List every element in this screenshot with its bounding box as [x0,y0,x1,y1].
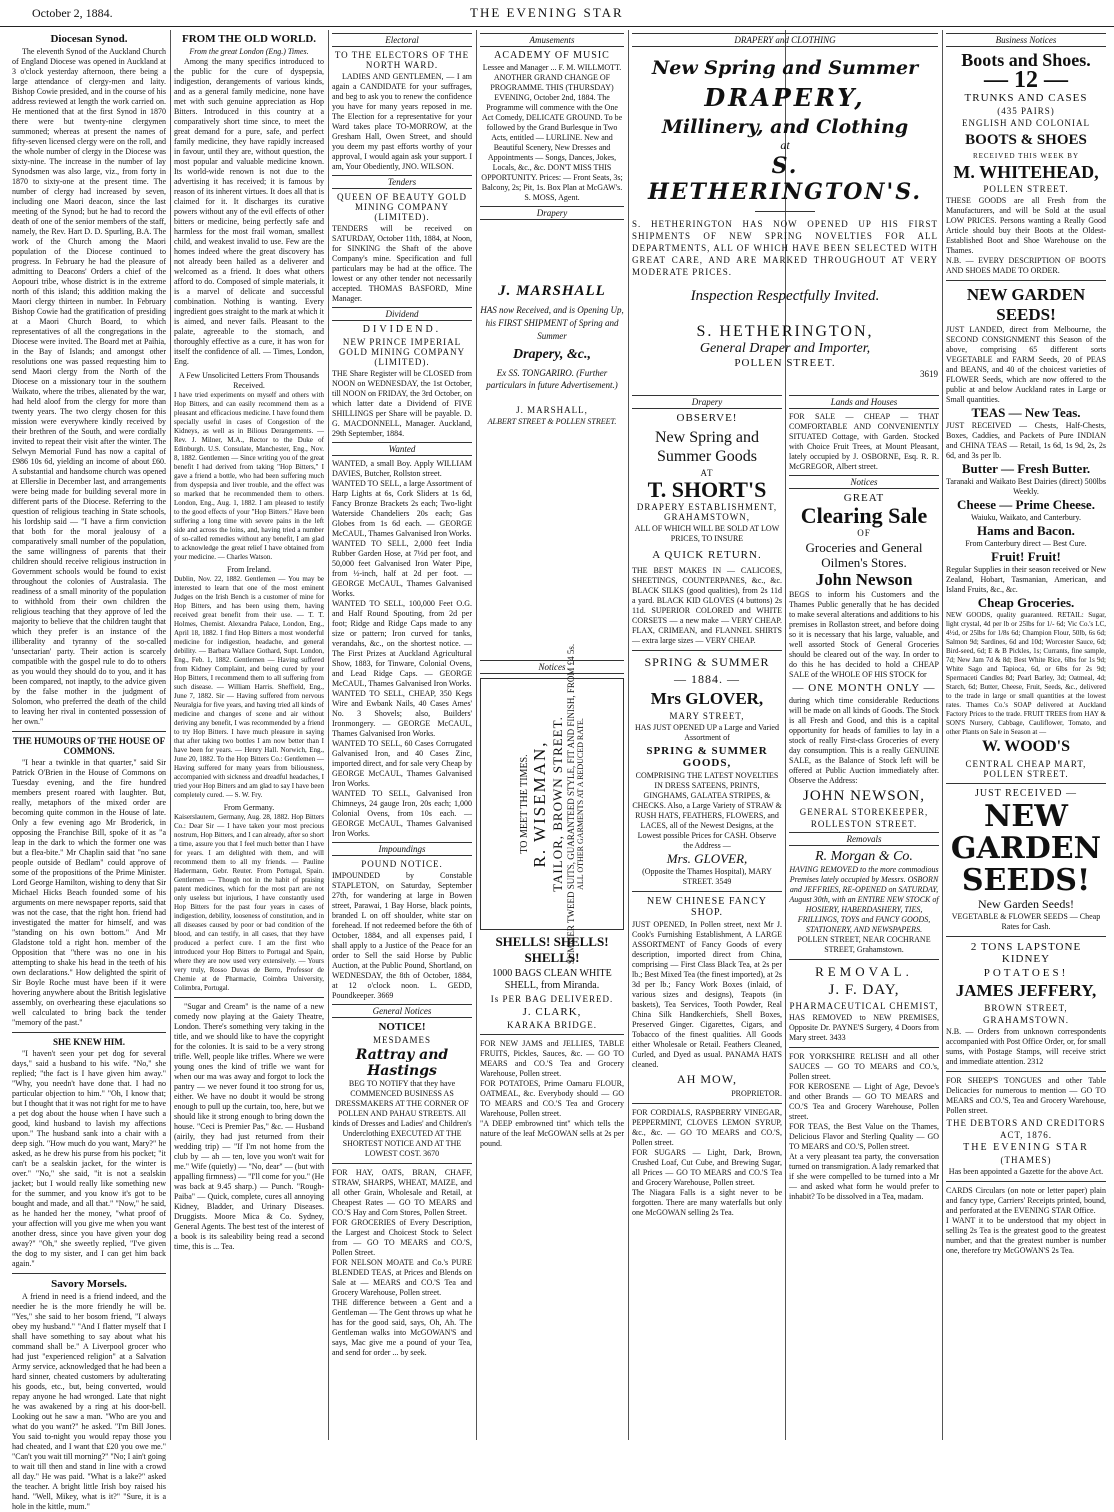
mears-kerosene-ad: FOR KEROSENE — Light of Age, Devoe's and other Brands — GO TO MEARS and CO.'S Tea and Grocery Warehouse, Pollen street. [789,1082,939,1121]
wanted-3: WANTED TO SELL, 2,000 feet India Rubber Garden Hose, at 7½d per foot, and 50,000 feet Galvanised Iron Water Pipe, from ½-inch, half at 2d per foot. — GEORGE McCAUL, Thames Galvanised Works. [332,539,472,598]
hetherington-line-3: Millinery, and Clothing [661,116,909,138]
hetherington-street: POLLEN STREET. [734,357,836,369]
dividend-body: THE Share Register will be CLOSED from NOON on WEDNESDAY, the 1st October, till NOON on FRIDAY, the 3rd October, on which latter date a Dividend of FIVE SHILLINGS per Share will be payable. D. G. MACDONNELL, Manager. Auckland, 29th September, 1884. [332,369,472,438]
pound-body: IMPOUNDED by Constable STAPLETON, on Saturday, September 27th, for wandering at large in Bowen street, Parawai, 1 Bay Horse, black points, branded L on off shoulder, white star on forehead. If not redeemed before the 6th of October, 1884, and all expenses paid, I shall apply to a Justice of the Peace for an order to Sell the said Horse by Public Auction, at the Public Pound, Shortland, on WEDNESDAY, the 8th of October, 1884, at 12 o'clock noon. L. GEDD, Poundkeeper. 3669 [332,871,472,1000]
debtors-heading: THE DEBTORS AND CREDITORS [946,1118,1106,1128]
tea-party-ad: At a very pleasant tea party, the conversation turned on transmigration. A lady remarked that if she were compelled to be turned into a Mr — and asked what form he would prefer to inhabit? To be dissolved in a Tea, madam. [789,1152,939,1201]
short-shop-name: T. SHORT'S [647,477,767,502]
mears-hay-ad: FOR HAY, OATS, BRAN, CHAFF, STRAW, SHARPS, WHEAT, MAIZE, and all other Grain, Wholesale and Retail, at Cheapest Rates — GO TO MEARS and CO.'S Hay and Corn Stores, Pollen Street. [332,1168,472,1217]
dividend-company: NEW PRINCE IMPERIAL GOLD MINING COMPANY (LIMITED). [338,337,466,367]
shells-heading: SHELLS! SHELLS! SHELLS! [495,934,609,965]
ah-mow-role: PROPRIETOR. [731,1089,782,1098]
section-drapery-clothing: DRAPERY and CLOTHING [632,33,938,47]
fruit-heading: Fruit! Fruit! [991,549,1061,564]
whitehead-nb: N.B. — EVERY DESCRIPTION OF BOOTS AND SHOES MADE TO ORDER. [946,256,1106,275]
newson-great: GREAT [843,492,885,504]
cheap-groceries-body: NEW GOODS, quality guaranteed. RETAIL: Sugar, light crystal, 4d per lb or 25lbs for 1/- 6d; Vic Co.'s LC, 4½d, or 25lbs for 1/8s 6d; Champion Flour, 50lb, 6s 6d; Salmon 9d; Sardines, 6d and 10d; Worcester Sauce, 6d; Bird-seed, 6d; E & B Pickles, 1s; Currants, fine sample, 7d; New Jam 7d & 8d; Best White Rice, 6lbs for 1s 9d; White Sago and Tapioca, 6d, or 6lbs for 2s 9d; Spermaceti Candles 8d; Pearl Barley, 3d; Oatmeal, 4d; Starch, 6d; Butter, Cheese, Fruit, Seeds, &c., delivered to the trade in large or small quantities at the lowest rates. Thames Co.'s SOAP delivered at Auckland Factory Prices to the trade. FRUIT TREES from HAY & SON'S Nursery, Cabbage, Cauliflower, Tomato, and other Plants on Sale in Season at — [946,611,1106,736]
clark-name: J. CLARK, [522,1006,582,1018]
old-world-heading: FROM THE OLD WORLD. [181,33,317,45]
jeffery-nb: N.B. — Orders from unknown correspondents accompanied with Post Office Order, or, for small sums, with Postage Stamps, will receive strict and immediate attention. 2312 [946,1027,1106,1066]
whitehead-name: M. WHITEHEAD, [953,162,1099,182]
new-garden-2: GARDEN [950,831,1102,866]
chinese-heading: NEW CHINESE FANCY SHOP. [647,896,767,918]
evening-star-gazette: Has been appointed a Gazette for the above Act. [948,1167,1104,1176]
mcgowan-gent-ad: THE difference between a Gent and a Gentleman — The Gent throws up what he has for the good said, says, Oh, Ah. The Gentleman walks into McGOWAN'S and says, Mac give me a pound of your Tea, and send for order ... by seek. [332,1298,472,1357]
pound-heading: POUND NOTICE. [361,859,443,869]
old-world-source: From the great London (Eng.) Times. [189,47,309,56]
ah-mow-name: AH MOW, [677,1072,737,1086]
hetherington-line-2: DRAPERY, [704,83,866,112]
section-amusements: Amusements [480,33,624,47]
short-heading: New Spring and Summer Goods [655,429,759,465]
fruit-body: Regular Supplies in their season received or New Zealand, Hobart, Tasmanian, American, and Island Fruits, &c., &c. [946,565,1106,594]
wiseman-name: R. WISEMAN, [530,740,549,868]
boots-heading: Boots and Shoes. [961,50,1091,70]
glover-year: — 1884. — [674,672,740,686]
newson-clearing: Clearing Sale [800,503,928,528]
tender-heading: QUEEN OF BEAUTY GOLD MINING COMPANY (LIMITED). [337,192,467,222]
new-garden-5: VEGETABLE & FLOWER SEEDS — Cheap Rates for Cash. [951,912,1101,931]
new-garden-4: New Garden Seeds! [978,897,1074,911]
synod-heading: Diocesan Synod. [50,33,128,45]
hetherington-body: S. HETHERINGTON HAS NOW OPENED UP HIS FIRST SHIPMENTS OF NEW SPRING NOVELTIES FOR ALL DEPARTMENTS, ALL OF WHICH HAVE BEEN SELECTED WITH GREAT CARE, AND ARE MARKED THROUGHOUT AT VERY MODERATE PRICES. [632,219,938,277]
day-role: PHARMACEUTICAL CHEMIST, [789,1001,939,1011]
germany-body: Kaiserslautern, Germany, Aug. 28, 1882. Hop Bitters Co.: Dear Sir — I have taken your most precious nostrum, Hop Bitters, and I can already, after so short a time, assure you that I feel much better than I have for years. I am delighted with them, and will recommend them to all my friends. — Pauline Hadermann, Gebr. Reuter. From Portugal, Spain. Gentlemen — Though not in the habit of praising patent medicines, which for the most part are not only useless but injurious, I have constantly used Hop Bitters for the past four years in cases of indigestion, debility, looseness of constitution, and in all diseases caused by poor or bad condition of the blood, and can testify, in all cases, that they have produced a perfect cure. I am the first who introduced your Hop Bitters to Portugal and Spain, where they are now used very extensively. — Yours very truly, Rosso Duvas de Berro, Professor de Chemie at de Pharmacie, Coimbra University, Colimbra, Portugal. [174,813,325,992]
column-4 [480,30,624,1440]
letters-body: I have tried experiments on myself and others with Hop Bitters, and can easily recommend them as a pleasant and efficacious medicine. I have found them specially useful in cases of Congestion of the Kidneys, as well as in Bilious Derangements. — Rev. J. Milner, M.A., Rector to the Duke of Edinburgh. U.S. Consulate, Manchester, Eng., Nov. 8, 1882. Gentlemen — Since writing you of the great benefit I had derived from taking "Hop Bitters," I gave a friend a bottle, who had been suffering much from dyspepsia and liver trouble, and the effect was so marked that he recommended them to others. London, Eng., Aug. 1, 1882. I am pleased to testify to the good effects of your "Hop Bitters." Have been suffering a long time with severe pains in the left side and across the loins, and, having tried a number of so-called remedies without any benefit, I am glad to acknowledge the great relief I have obtained from your medicine. — Charles Watson. [174,391,324,561]
glover-spring: SPRING & SUMMER [644,655,770,669]
newson-signature: JOHN NEWSON, [803,788,925,804]
marshall-signature: J. MARSHALL, [516,405,588,415]
sugar-cream-article: "Sugar and Cream" is the name of a new comedy now playing at the Gaiety Theatre, London. There's something very taking in the title, and we should like to have the copyright for the colonies. It is said to be a very strong trifle. Well, people like trifles. Where we were young ones the kind of trifle we want for when our ma was away and forgot to lock the pantry — we never found it too strong for us, either. We have no doubt it would be strong enough to pull up the curtain, too, here, but we should like it strong enough to bring down the house. "Ceci is Premier Pas," &c. — Husband (airily, they had just returned from their wedding trip) — "If I'm not home from the club by — ah — ten, love you won't wait for me." Wife (quietly) — "No, dear" — (but with appalling firmness) — "I'll come for you." (He was back at 9.45 sharp.) — Punch. "Rough-Paiba" — Quick, complete, cures all annoying Kidney, Bladder, and Urinary Diseases. Druggists. Moore Mica & Co. Sydney, General Agents. The best test of the interest of a book is its saleability being read a second time, this is ... Tea. [174,1002,324,1251]
glover-signature: Mrs. GLOVER, [666,851,748,866]
rattray-hastings-body: BEG TO NOTIFY that they have COMMENCED BUSINESS AS DRESSMAKERS AT THE CORNER OF POLLEN AND PAHAU STREETS. All kinds of Dresses and Ladies' and Children's Underclothing EXECUTED AT THE SHORTEST NOTICE AND AT THE LOWEST COST. 3670 [332,1079,472,1158]
seeds-heading: NEW GARDEN SEEDS! [966,285,1086,324]
section-general-notices: General Notices [332,1004,472,1018]
issue-date: October 2, 1884. [32,6,113,20]
newson-street: ROLLESTON STREET. [810,819,918,829]
savory-article: A friend in need is a friend indeed, and the needier he is the more friendly he will be. "Yes," she said to her bosom friend, "I always obey my husband." "And I flatter myself that I shall have something to say about what his command shall be." A Liverpool grocer who had just "experienced religion" at a Salvation Army service, acknowledged that he had been a hard sinner, cheated customers by adulterating his goods, etc., but, being converted, would repay anyone he had wronged. Late that night he was awakened by a ring at his door-bell. Looking out he saw a man. "Who are you and what do you want?" he asked. "I'm Bill Jones. You said to-night you would repay those you had cheated, and I want that £20 you owe me." "Can't you wait till morning?" "No; I ain't going to wait till then and stand in line with a crowd all day." He was paid. "What is a lake?" asked the teacher. A bright little Irish boy raised his hand. "Well, Mikey, what is it?" "Sure, it is a hole in the kittle, mum." [12,1292,166,1511]
cottage-ad: FOR SALE — CHEAP — THAT COMFORTABLE AND CONVENIENTLY SITUATED Cottage, with Garden. Stocked with Choice Fruit Trees, at Mount Pleasant, lately occupied by J. OSBORNE, Esq. R. R. McGREGOR, Albert street. [789,412,939,471]
wood-address: CENTRAL CHEAP MART, POLLEN STREET. [965,759,1087,779]
day-name: J. F. DAY, [828,982,900,998]
savory-heading: Savory Morsels. [51,1278,127,1290]
masthead [0,0,1114,27]
elect-heading: TO THE ELECTORS OF THE NORTH WARD. [334,50,470,70]
clark-address: KARAKA BRIDGE. [506,1020,597,1030]
ireland-heading: From Ireland. [227,565,271,574]
rattray-hastings-title: Rattray and Hastings [355,1047,449,1079]
glover-name: Mrs GLOVER, [650,689,764,708]
notice-heading: NOTICE! [378,1021,426,1033]
mears-tea-ad: FOR TEAS, the Best Value on the Thames, Delicious Flavor and Sterling Quality — GO TO MEARS and CO.'S, Pollen street. [789,1122,939,1151]
glover-body-2: SPRING & SUMMER GOODS, [646,745,768,769]
section-lands: Lands and Houses [789,395,939,409]
newson-name: John Newson [815,570,913,589]
section-notices-2: Notices [789,475,939,489]
shells-offer: 1000 BAGS CLEAN WHITE SHELL, from Miranda. [492,968,612,991]
jeffery-street: BROWN STREET, [984,1003,1068,1013]
section-notices: Notices [480,660,624,674]
jeffery-town: GRAHAMSTOWN. [982,1015,1070,1025]
new-garden-3: SEEDS! [961,863,1091,898]
morgan-body: HAVING REMOVED to the more commodious Premises lately occupied by Messrs. OSBORN and JEFFRIES, RE-OPENED on SATURDAY, August 30th, with an ENTIRE NEW STOCK of HOSIERY, HABERDASHERY, TIES, FRILLINGS, TOYS and FANCY GOODS, STATIONERY, AND NEWSPAPERS. [789,865,939,934]
column-5 [632,392,782,1440]
glover-address: (Opposite the Thames Hospital), MARY STREET. 3549 [642,867,772,886]
hetherington-line-5: S. HETHERINGTON'S. [647,153,923,205]
short-body-2: THE BEST MAKES IN — CALICOES, SHEETINGS, COUNTERPANES, &c., &c. BLACK SILKS (good qualities), from 2s 11d a yard. BLACK KID GLOVES (4 buttons) 2s 11d. SUPERIOR COLORED and WHITE CORSETS — a new make — VERY CHEAP. FLAX, CRIMEAN, and FLANNEL SHIRTS — extra large sizes — VERY CHEAP. [632,566,782,645]
cheap-groceries-heading: Cheap Groceries. [977,595,1075,610]
mcgowan-want-ad: I WANT it to be understood that my object in selling 2s Tea is the greatest good to the greatest number, and that the greatest number is number one, therefore try McGOWAN'S 2s Tea. [946,1216,1106,1255]
teas-body: JUST RECEIVED — Chests, Half-Chests, Boxes, Caddies, and Packets of Pure INDIAN and CHINA TEAS — Retail, 1s 6d, 1s 9d, 2s, 2s 6d, and 3s per lb. [946,421,1106,460]
morgan-name: R. Morgan & Co. [815,849,913,864]
hetherington-inspection: Inspection Respectfully Invited. [690,288,880,304]
mears-potatoes-ad: FOR POTATOES, Prime Oamaru FLOUR, OATMEAL, &c. Everybody should — GO TO MEARS and CO.'S Tea and Grocery Warehouse, Pollen street. [480,1079,624,1118]
wanted-7: WANTED TO SELL, Galvanised Iron Chimneys, 24 gauge Iron, 20s each; 1,000 Colonial Ovens, from 10s each. — GEORGE McCAUL, Thames Galvanised Iron Works. [332,789,472,838]
new-garden-1: NEW [984,799,1068,834]
glover-body-1: HAS JUST OPENED UP a Large and Varied Assortment of [635,723,779,742]
section-electoral: Electoral [332,33,472,47]
cheese-body: Waiuku, Waikato, and Canterbury. [970,513,1081,522]
whitehead-body: THESE GOODS are all Fresh from the Manufacturers, and will be Sold at the usual LOW PRICES. Persons wanting a Really Good Article should buy their Boots at the Oldest-Established Boot and Shoe Warehouse on the Thames. [946,196,1106,255]
potatoes-1: 2 TONS LAPSTONE KIDNEY [970,941,1082,965]
glover-street: MARY STREET, [669,711,745,721]
elect-body: LADIES AND GENTLEMEN, — I am again a CANDIDATE for your suffrages, and beg to ask you to renew the confidence you have for many years reposed in me. The Election for a representative for your Ward takes place TO-MORROW, at the Gresham Hall, Owen Street, and should you deem my past efforts worthy of your approval, I would again ask your support. I am, Your Obediently, JNO. WILSON. [332,72,472,171]
marshall-intro: HAS now Received, and is Opening Up, his FIRST SHIPMENT of Spring and Summer [480,305,624,341]
mears-teas-ad: FOR NELSON MOATE and Co.'s PURE BLENDED TEAS, at Prices and Blends on Sale at — MEARS and CO.'S Tea and Grocery Warehouse, Pollen street. [332,1258,472,1297]
just-received: JUST RECEIVED — [974,788,1078,799]
hams-body: From Canterbury direct — Best Cure. [965,539,1087,548]
hams-heading: Hams and Bacon. [977,523,1075,538]
day-body: HAS REMOVED to NEW PREMISES, Opposite Dr. PAYNE'S Surgery, 4 Doors from Mary street. 3433 [789,1013,939,1042]
synod-article: The eleventh Synod of the Auckland Church of England Diocese was opened in Auckland at 3 o'clock yesterday afternoon, there being a large attendance of clergy-men and laity. Bishop Cowie presided, and in the course of his address reviewed at length the work carried on. He mentioned that at the first Synod in 1870 there were but twenty-nine clergymen summoned; whereas at present the names of fifty-seven licensed clergy were on the roll, and the whole number of clergy in the Diocese was sixty-nine. The increase in the number of lay Synodsmen was also large, viz., from forty in 1870 to sixty-one at the present time. The number of clergy had increased by seven, including one Maori deacon, since the last meeting of the Synod; but he had to record the death of one of the senior members of the staff, namely, the Rev. Hart D. D. Spurling, B.A. The work of the Church among the Maori population of the Diocese continued to progress. In February he had the pleasure of admitting to Deacons' Orders a chief of the Aopouri tribe, whose district is in the extreme north of this island; this addition making the Maori clergy thirteen in number. In February Bishop Cowie had the gratification of presiding at a Maori Church Board, to which representatives of all the congregations in the Diocese were invited. The Board met at Paihia, in the Bay of Islands; and amongst other resolutions one was passed requesting him to send Maori clergy from the North of the Diocese on a missionary tour in the southern Waikato, where the tribes, alienated by the war, had held aloof from the clergy for more than twenty years. The two clergy chosen for this mission were everywhere kindly received by their brethren of the South, and were cordially invited to repeat their visit after the winter. The Selwyn Memorial Fund has now a capital of £986 10s 6d, yielding an income of about £60. A substantial and handsome church was opened at Ellerslie in December last, and arrangements were being made for building several more in different parts of the Diocese. Referring to the question of religious teaching in State schools, his lordship said — "I have a firm conviction that both for the moral jealousy of a comparatively small number of the population, the same willingness of parents that their children should receive religious instruction in Government schools would be found to exist throughout the colonies of Australasia. The readiness of a small minority of the population to withhold from their own children the religious teaching that they approve of led the majority to believe that the children taught that which they prefer is an instance of the illiberality and tyranny of the so-called 'unsectarian' party. Their action is scarcely compatible with the gospel rule to do to others as you would they should do to you, and it has been compared, not inaptly, to the advice given by the false mother in the judgment of Solomon, who preferred the death of the child to leaving her rival in contented possession of her own." [12,47,166,726]
wiseman-other: ALL OTHER GARMENTS AT A REDUCED RATE. [576,718,585,890]
wanted-6: WANTED TO SELL, 60 Cases Corrugated Galvanised Iron, and 40 Cases Zinc, imported direct, and for sale very Cheap by GEORGE McCAUL, Thames Galvanised Iron Works. [332,739,472,788]
tender-body: TENDERS will be received on SATURDAY, October 11th, 1884, at Noon, for SINKING the Shaft of the above Company's mine. Specification and full particulars may be had at the office. The lowest or any other tender not necessarily accepted. THOMAS BASFORD, Mine Manager. [332,224,472,303]
potatoes-2: POTATOES! [983,967,1069,979]
marshall-drapery: Drapery, &c., [512,347,592,362]
jeffery-name: JAMES JEFFERY, [955,981,1097,1000]
newson-body-1: BEGS to inform his Customers and the Thames Public generally that he has decided to make several alterations and additions to his premises in Rollaston street, and before doing so it is necessary that his large, valuable, and well assorted Stock of General Groceries should be cleared out of the way. In order to do this he has decided to hold a CHEAP SALE of the WHOLE OF HIS STOCK for [789,590,939,679]
cheese-heading: Cheese — Prime Cheese. [957,497,1095,512]
column-7 [946,30,1106,1440]
boots-trunks: TRUNKS AND CASES [964,92,1088,104]
boots-english: ENGLISH AND COLONIAL [962,118,1090,128]
chinese-body: JUST OPENED, In Pollen street, next Mr J. Cook's Furnishing Establishment, A LARGE ASSORTMENT of Fancy Goods of every description, imported direct from China, comprising — First Class Black Tea, at 2s per lb.; Best Mixed Tea (the finest imported), at 2s 3d per lb.; Fancy Work Boxes (inlaid, of various sizes and designs), Teapots (in baskets), Tea Services, Tooth Powder, Real China Silk Handkerchiefs, Shell Boxes, Preserved Ginger. Cigarettes, Cigars, and Tobacco of the finest qualities. All Goods either Wholesale or Retail. Feathers Cleaned, Curled, and Dyed as usual. PANAMA HATS cleaned. [632,920,782,1069]
section-drapery: Drapery [480,206,624,220]
mears-sugars-ad: FOR SUGARS — Light, Dark, Brown, Crushed Loaf, Cut Cube, and Brewing Sugar, all Prices — GO TO MEARS and CO.'S Tea and Grocery Warehouse, Pollen street. [632,1148,782,1187]
germany-heading: From Germany. [223,803,275,812]
hetherington-role: General Draper and Importer, [699,341,871,356]
column-1 [12,30,166,1511]
hetherington-ad [632,30,938,390]
debtors-act: ACT, 1876. [999,1130,1053,1140]
section-tenders: Tenders [332,175,472,189]
section-business: Business Notices [946,33,1106,47]
mears-relish-ad: FOR YORKSHIRE RELISH and all other SAUCES — GO TO MEARS and CO.'s, Pollen street. [789,1052,939,1081]
she-knew-article: "I haven't seen your pet dog for several days," said a husband to his wife. "No," she replied; "the fact is I have given him away." "Why, you needn't have done that. I had no particular objection to him." "Oh, I know that; but I thought that it was not right for me to have a pet dog about the house when I have such a good, kind husband to lavish my affections upon." The husband sank into a chair with a deep sigh. "How much do you want, Mary?" he asked, as he drew his purse from his pocket; "it can't be a sealskin jacket, for the winter is over." "No," she said, "it is not a sealskin jacket; but I would really like something new for the summer, and you know it's got to be bought and made, and all that." "Now," he said, as he handed her the money, "what proof of your affection will you give me when you want another dress, since you have given your dog away?" "Oh," she sweetly replied, "I've given the dog to my sister, and I can get him back again." [12,1049,166,1268]
short-at: AT [700,468,714,478]
removal-heading: REMOVAL. [815,964,913,979]
wiseman-offer: SUMMER TWEED SUITS, GUARANTEED STYLE, FIT AND FINISH, FROM £4 5s. [566,643,576,965]
short-establishment: DRAPERY ESTABLISHMENT, GRAHAMSTOWN, [636,502,778,522]
section-impoundings: Impoundings [332,842,472,856]
short-body-1: ALL OF WHICH WILL BE SOLD AT LOW PRICES, TO INSURE [634,524,780,543]
section-removals: Removals [789,832,939,846]
wanted-2: WANTED TO SELL, a large Assortment of Harp Lights at 6s, Cork Sliders at 1s 6d, Fancy Bronze Brackets 2s each; Two-light Waterside Chandeliers 20s each; Gas Globes from 1s 6d each. — GEORGE McCAUL, Thames Galvanised Iron Works. [332,479,472,538]
wiseman-tagline: TO MEET THE TIMES. [519,754,530,854]
newspaper-title: THE EVENING STAR [470,5,624,20]
academy-heading: ACADEMY OF MUSIC [494,50,610,61]
butter-heading: Butter — Fresh Butter. [961,461,1091,476]
newson-month: — ONE MONTH ONLY — [792,682,936,694]
mears-jams-ad: FOR NEW JAMS and JELLIES, TABLE FRUITS, Pickles, Sauces, &c. — GO TO MEARS and CO.'S Tea and Grocery Warehouse, Pollen street. [480,1039,624,1078]
section-drapery-2: Drapery [632,395,782,409]
column-2 [174,30,324,1440]
column-6 [789,392,939,1440]
marshall-ship: Ex SS. TONGARIRO. (Further particulars in future Advertisement.) [486,368,618,390]
boots-twelve: — 12 — [984,67,1068,93]
newson-body-2: during which time considerable Reductions will be made on all kinds of Goods. The Stock is all Fresh and Good, and this is a capital opportunity for heads of families to lay in a stock of really First-class Groceries of every day consumption. This is a really GENUINE SALE, as the Balance of Stock left will be offered at Public Auction immediately after. Observe the Address: [789,696,939,785]
dividend-heading: DIVIDEND. [362,324,442,335]
short-observe: OBSERVE! [676,412,738,424]
humours-article: "I hear a twinkle in that quarter," said Sir Patrick O'Brien in the House of Commons on Tuesday evening, and the fire hundred members present roared with laughter. But, really, metaphors of the mixed order are becoming quite common in the House of late. Only a few evening ago Mr Broderick, in opposing the Franchise Bill, spoke of it as "a leap in the dark to which the former one was but a flea-bite." Mr Chaplin said that "no sane people outside of Bedlam" could approve of some of the propositions of the Prime Minister. Lord George Hamilton, wishing to deny that Sir Michael Hicks Beach founded some of his arguments on mere newspaper reports, said that was not the case, that the right hon. friend had investigated the matter for himself, and was "standing on his own bottom." And Mr Gladstone told a right hon. member of the Opposition that "there was no one in his attempting to shake his head in the teeth of his own declarations." How delighted the spirit of Sir Boyle Roche must have been if it were hovering anywhere about the British legislative assembly, on overhearing these ejaculations so well calculated to bring back the tender "memory of the past." [12,758,166,1027]
whitehead-street: POLLEN STREET. [983,184,1069,194]
hetherington-number: 3619 [920,369,938,379]
boots-shoes: BOOTS & SHOES [965,132,1087,148]
wiseman-trade: TAILOR, BROWN STREET. [550,716,565,892]
boots-pairs: (435 PAIRS) [997,106,1055,116]
ireland-body: Dublin, Nov. 22, 1882. Gentlemen — You may be interested to learn that one of the most eminent Judges on the Irish Bench is a customer of mine for Hop Bitters, and has been using them, having received great benefit from their use. — T. T. Holmes, Chemist. Alexandra Palace, London, Eng., April 18, 1882. I find Hop Bitters a most wonderful medicine for indigestion, headache, and general debility. — Barbara Wallace Gothard, Supt. London, Eng., Feb. 1, 1882. Gentlemen — Having suffered from Kidney Complaint, and being cured by your Hop Bitters, I recommend them to all suffering from such disease. — William Harris. Sheffield, Eng., June 7, 1882. Sir — Having suffered from nervous Neuralgia for five years, and having tried all kinds of medicine and changes of scene and air without deriving any benefit, I was recommended by a friend to try Hop Bitters. I have much pleasure in saying that after taking two bottles I am now better than I have been for years. — Henry Hall. Norwich, Eng., June 20, 1882. To the Hop Bitters Co.: Gentlemen — Having suffered for many years from biliousness, accompanied with sickness and dreadful headaches, I tried your Hop Bitters and am glad to say I have been completely cured. — S. W. Fry. [174,575,324,799]
mears-cordials-ad: FOR CORDIALS, RASPBERRY VINEGAR, PEPPERMINT, CLOVES LEMON SYRUP, &c., &c. — GO TO MEARS and CO.'S, Pollen street. [632,1108,782,1147]
newson-groceries: Groceries and General Oilmen's Stores. [805,540,923,570]
evening-star-thames: (THAMES) [1000,1155,1052,1165]
letters-heading: A Few Unsolicited Letters From Thousands Received. [178,371,320,390]
wanted-4: WANTED TO SELL, 100,000 Feet O.G. and Half Round Spouting, from 2d per foot; Ridge and Ridge Caps made to any size or pattern; Iron curved for tanks, verandahs, &c., on the shortest notice. — The First Prizes at Auckland Agricultural Show, 1883, for Tinware, Colonial Ovens, and Lead Ridge Caps. — GEORGE McCAUL, Thames Galvanised Iron Works. [332,599,472,688]
column-3 [332,30,472,1440]
hetherington-at: at [780,138,790,152]
section-dividend: Dividend [332,307,472,321]
mears-tongues-ad: FOR SHEEP'S TONGUES and other Table Delicacies for numerous to mention — GO TO MEARS and CO.'S, Tea and Grocery Warehouse, Pollen street. [946,1076,1106,1115]
hetherington-name: S. HETHERINGTON, [696,323,874,340]
old-world-article: Among the many specifics introduced to the public for the cure of dyspepsia, indigestion, derangements of various kinds, and as a general family medicine, none have met with such genuine appreciation as Hop Bitters. Introduced in this country at a comparatively short time since, to meet the great demand for a pure, safe, and perfect family medicine, they have rapidly increased in favour, until they are, without question, the most popular and valuable medicine known. Its world-wide renown is not due to the advertising it has received; it is famous by reason of its inherent virtues. It does all that is claimed for it. It discharges its curative powers without any of the evil effects of other bitters or medicine, being perfectly safe and harmless for the most frail woman, smallest child, and weakest invalid to use. Few are the homes indeed where the great discovery has not already been hailed as a deliverer and welcomed as a friend. It does what others afford to do. Composed of simple materials, it is a marvel of delicate and successful combination. Nothing is wanting. Every ingredient goes straight to the mark at which it is aimed, and never fails. Pleasant to the palate, agreeable to the stomach, and thoroughly effective as a cure, it has won for itself the confidence of all. — Times, London, Eng. [174,57,324,366]
newson-of: OF [857,528,871,538]
mcgowan-niagara-ad: The Niagara Falls is a sight never to be forgotten. There are many waterfalls but only one McGOWAN selling 2s Tea. [632,1188,782,1217]
marshall-address: ALBERT STREET & POLLEN STREET. [487,417,617,426]
glover-body-3: COMPRISING THE LATEST NOVELTIES IN DRESS SATEENS, PRINTS, GINGHAMS, GALATEA STRIPES, & CHECKS. Also, a Large Variety of STRAW & RUSH HATS, FEATHERS, FLOWERS, and LACES, all of the Newest Designs, at the Lowest possible Prices for CASH. Observe the Address — [632,771,782,850]
seeds-body: JUST LANDED, direct from Melbourne, the SECOND CONSIGNMENT this Season of the above, comprising 65 different sorts VEGETABLE and FARM Seeds, 20 of PEAS and BEANS, and 40 of the choicest varieties of FLOWER Seeds, which are now offered to the public at and below Auckland rates in Large or Small quantities. [946,325,1106,404]
academy-body: Lessee and Manager ... F. M. WILLMOTT. ANOTHER GRAND CHANGE OF PROGRAMME. THIS (THURSDAY) EVENING, October 2nd, 1884. The Programme will commence with the One Act Comedy, DELICATE GROUND. To be followed by the Grand Burlesque in Two Acts, entitled — LURLINE. New and Beautiful Scenery, New Dresses and Appointments — Songs, Dances, Jokes, Locals, &c., &c. DON'T MISS THIS OPPORTUNITY. Prices: — Front Seats, 3s; Balcony, 2s; Pit, 1s. Box Plan at McGAW's. S. MOSS, Agent. [481,63,623,202]
evening-star-name: THE EVENING STAR [963,1142,1089,1153]
section-wanted: Wanted [332,442,472,456]
wood-name: W. WOOD'S [981,738,1071,755]
teas-heading: TEAS — New Teas. [971,405,1081,420]
mears-groceries-ad: FOR GROCERIES of Every Description, the Largest and Choicest Stock to Select from — GO TO MEARS and CO.'S, Pollen Street. [332,1218,472,1257]
short-quick: A QUICK RETURN. [652,549,762,561]
mesdames-label: MESDAMES [372,1035,431,1045]
wanted-1: WANTED, a small Boy. Apply WILLIAM DAVIES, Butcher, Rollston street. [332,459,472,478]
newson-role: GENERAL STOREKEEPER, [799,807,929,817]
boots-received: RECEIVED THIS WEEK BY [972,152,1080,160]
hetherington-line-1: New Spring and Summer [651,57,919,79]
she-knew-heading: SHE KNEW HIM. [52,1037,126,1047]
cards-ad: CARDS Circulars (on note or letter paper) plain and fancy type, Carriers' Receipts printed, bound, and perforated at the EVENING STAR Office. [946,1186,1106,1215]
wanted-5: WANTED TO SELL, CHEAP, 350 Kegs Wire and Ewbank Nails, 40 Cases Ames' No. 3 Shovels; also, Builders' Ironmongery. — GEORGE McCAUL, Thames Galvanised Iron Works. [332,689,472,738]
humours-heading: THE HUMOURS OF THE HOUSE OF COMMONS. [12,736,166,756]
butter-body: Taranaki and Waikato Best Dairies (direct) 500lbs Weekly. [946,477,1106,496]
mcgowan-tint-ad: "A DEEP embrowned tint" which tells the nature of the leaf McGOWAN sells at 2s per pound. [480,1119,624,1148]
shells-price: Is PER BAG DELIVERED. [490,994,614,1004]
morgan-address: POLLEN STREET, NEAR COCHRANE STREET, Grahamstown. [797,935,931,954]
marshall-name: J. MARSHALL [498,283,606,299]
